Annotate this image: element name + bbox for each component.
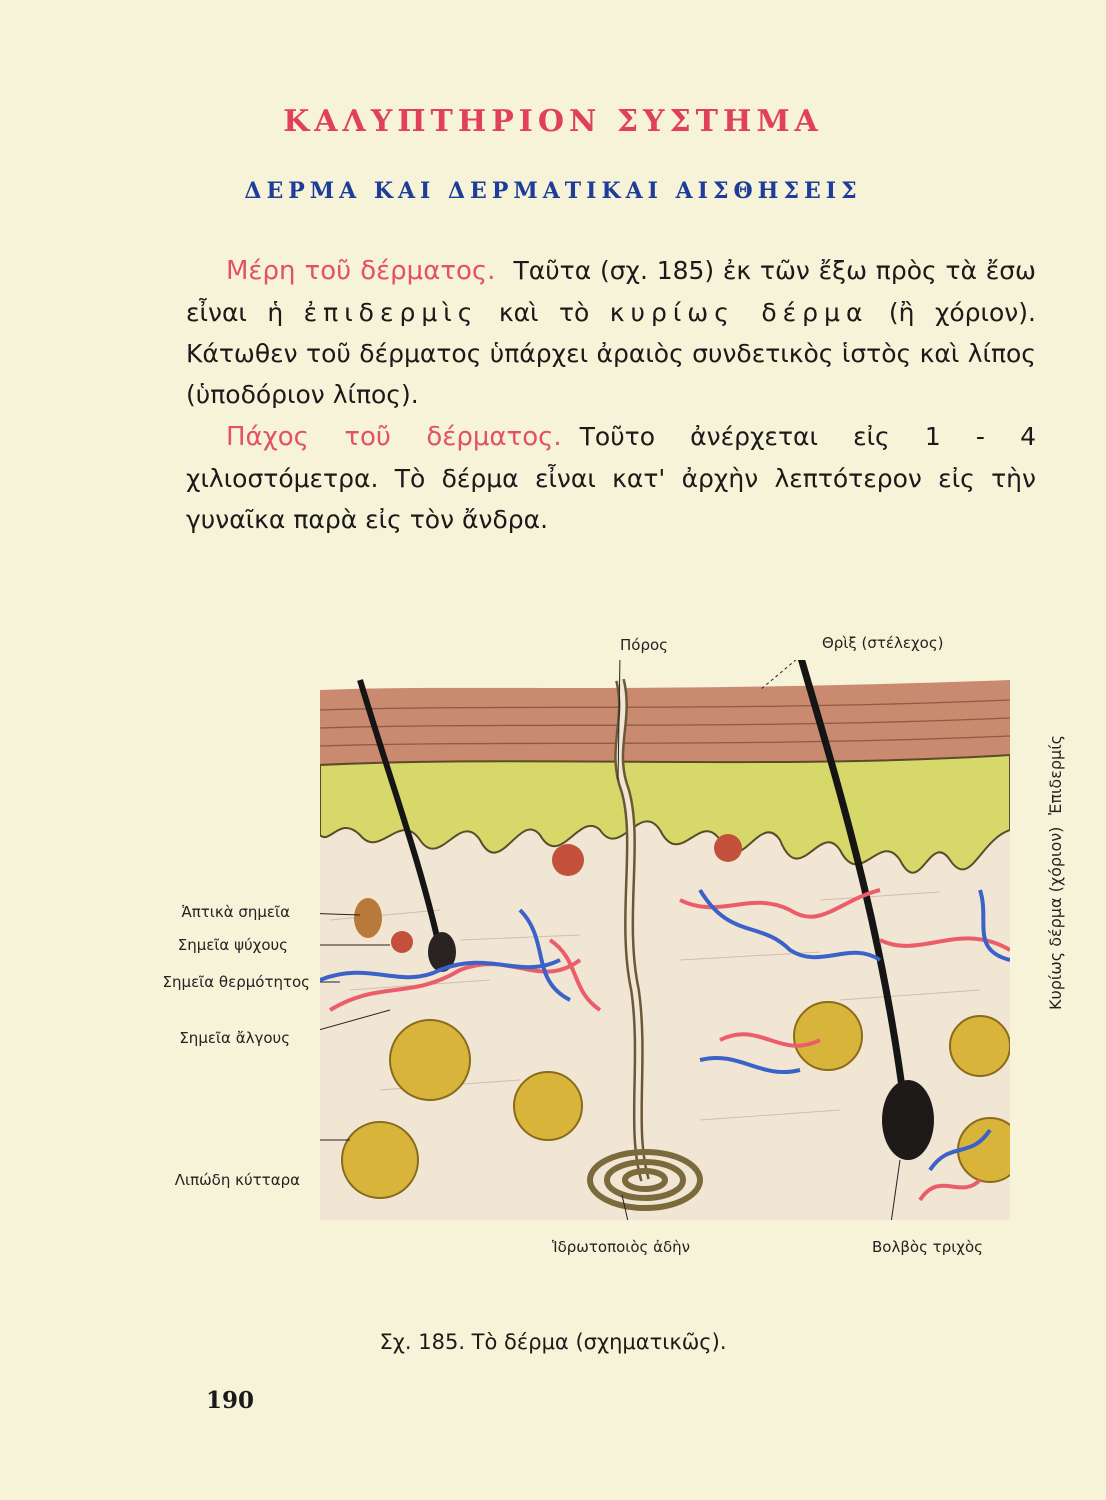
paragraph-skin-thickness [186, 416, 1036, 540]
label-epidermis: Ἐπιδερμίς [1046, 735, 1065, 815]
chapter-title: ΚΑΛΥΠΤΗΡΙΟΝ ΣΥΣΤΗΜΑ [283, 104, 823, 139]
skin-diagram [320, 660, 1010, 1220]
term-dermis: κυρίως δέρμα [609, 298, 869, 327]
label-hair-bulb: Βολβὸς τριχὸς [872, 1238, 983, 1256]
page-number: 190 [206, 1387, 255, 1414]
paragraph-text: Τοῦτο ἀνέρχεται εἰς 1 - 4 χιλιοστόμετρα. Τὸ δέρμα εἶναι κατ' ἀρχὴν λεπτότερον εἰς τὴν γυναῖκα παρὰ εἰς τὸν ἄνδρα. [186, 422, 1036, 534]
label-pore: Πόρος [620, 636, 668, 654]
touch-receptor [354, 898, 382, 938]
label-fat-cells: Λιπώδη κύτταρα [174, 1171, 300, 1189]
label-dermis: Κυρίως δέρμα (χόριον) [1046, 826, 1065, 1010]
paragraph-skin-parts [186, 250, 1036, 415]
hair-bulb-right [882, 1080, 934, 1160]
paragraph-text: (ἢ χόριον). Κάτωθεν τοῦ δέρματος ὑπάρχει ἀραιὸς συνδετικὸς ἱστὸς καὶ λίπος (ὑποδόριον λίπος). [186, 298, 1036, 409]
paragraph-heading: Μέρη τοῦ δέρματος. [226, 256, 496, 286]
label-touch-points: Ἁπτικὰ σημεῖα [181, 903, 290, 921]
term-epidermis: ἐπιδερμὶς [303, 298, 479, 327]
label-hair-shaft: Θρὶξ (στέλεχος) [822, 634, 944, 652]
section-title: ΔΕΡΜΑ ΚΑΙ ΔΕΡΜΑΤΙΚΑΙ ΑΙΣΘΗΣΕΙΣ [244, 178, 862, 204]
paragraph-text: καὶ τὸ [478, 298, 610, 327]
label-cold-points: Σημεῖα ψύχους [177, 936, 288, 954]
papilla-receptor [714, 834, 742, 862]
label-heat-points: Σημεῖα θερμότητος [162, 973, 310, 991]
label-pain-points: Σημεῖα ἄλγους [179, 1029, 290, 1047]
paragraph-heading: Πάχος τοῦ δέρματος. [226, 422, 562, 452]
label-sweat-gland: Ἱδρωτοποιὸς ἀδὴν [552, 1238, 691, 1256]
papilla-receptor [552, 844, 584, 876]
paragraph-text: Ταῦτα (σχ. 185) ἐκ τῶν ἔξω πρὸς τὰ ἔσω εἶναι ἡ [186, 256, 1036, 327]
cold-receptor [391, 931, 413, 953]
figure-caption: Σχ. 185. Τὸ δέρμα (σχηματικῶς). [379, 1330, 727, 1354]
